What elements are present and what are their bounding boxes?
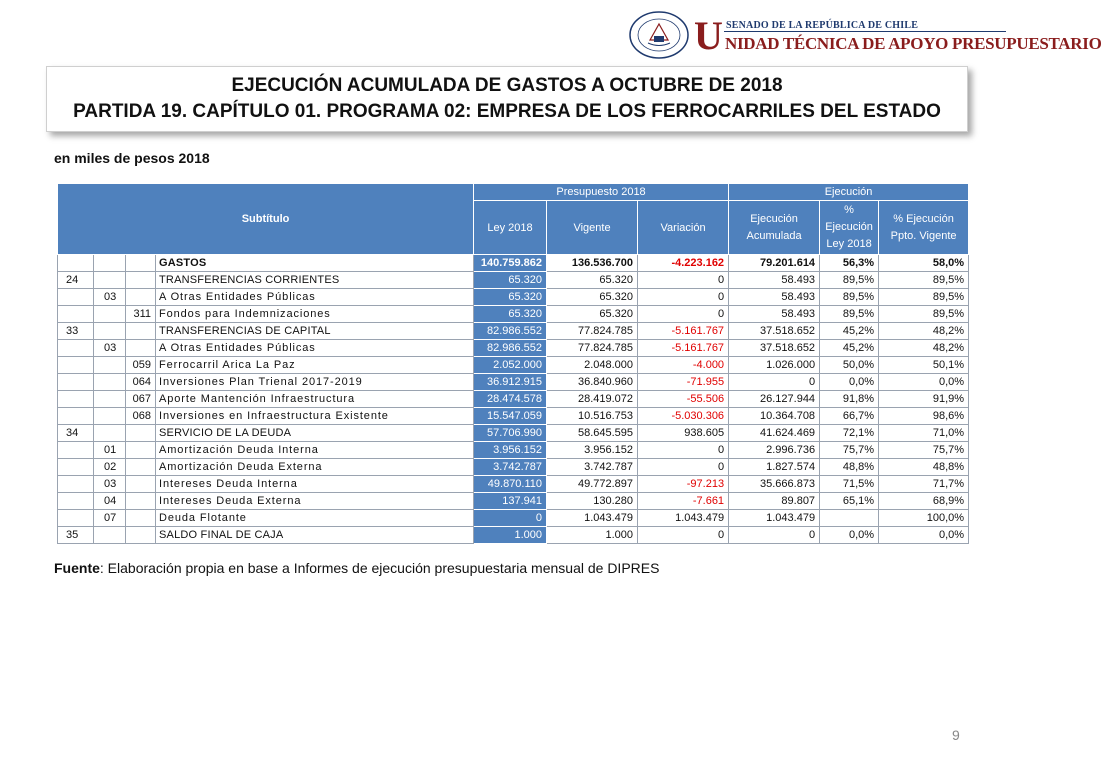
vigente-cell: 3.956.152 xyxy=(547,442,638,459)
assignment-code-cell xyxy=(126,510,156,527)
budget-table xyxy=(57,183,969,544)
pct-ley-cell: 72,1% xyxy=(820,425,879,442)
pct-vigente-cell: 48,8% xyxy=(879,459,969,476)
concept-cell: GASTOS xyxy=(156,255,474,272)
pct-vigente-cell: 75,7% xyxy=(879,442,969,459)
table-row xyxy=(58,391,969,408)
concept-cell: SALDO FINAL DE CAJA xyxy=(156,527,474,544)
ley-2018-cell: 15.547.059 xyxy=(474,408,547,425)
table-row xyxy=(58,476,969,493)
variacion-cell: 938.605 xyxy=(638,425,729,442)
subtitle-code-cell xyxy=(58,374,94,391)
header-pct-vigente: % Ejecución Ppto. Vigente xyxy=(879,201,969,255)
subtitle-code-cell xyxy=(58,357,94,374)
concept-cell: Inversiones Plan Trienal 2017-2019 xyxy=(156,374,474,391)
table-row xyxy=(58,493,969,510)
pct-vigente-cell: 71,7% xyxy=(879,476,969,493)
logo-unit-text: NIDAD TÉCNICA DE APOYO PRESUPUESTARIO xyxy=(725,34,1102,53)
pct-vigente-cell: 100,0% xyxy=(879,510,969,527)
item-code-cell xyxy=(94,425,126,442)
subtitle-code-cell: 33 xyxy=(58,323,94,340)
ley-2018-cell: 82.986.552 xyxy=(474,340,547,357)
source-note xyxy=(54,560,659,576)
logo-senate-text: SENADO DE LA REPÚBLICA DE CHILE xyxy=(726,20,919,31)
concept-cell: Aporte Mantención Infraestructura xyxy=(156,391,474,408)
pct-vigente-cell: 89,5% xyxy=(879,289,969,306)
item-code-cell: 02 xyxy=(94,459,126,476)
concept-cell: Deuda Flotante xyxy=(156,510,474,527)
table-row xyxy=(58,510,969,527)
table-row xyxy=(58,357,969,374)
variacion-cell: -4.223.162 xyxy=(638,255,729,272)
pct-ley-cell: 91,8% xyxy=(820,391,879,408)
ley-2018-cell: 0 xyxy=(474,510,547,527)
ejecucion-acumulada-cell: 79.201.614 xyxy=(729,255,820,272)
pct-vigente-cell: 58,0% xyxy=(879,255,969,272)
item-code-cell xyxy=(94,255,126,272)
variacion-cell: -97.213 xyxy=(638,476,729,493)
concept-cell: Amortización Deuda Interna xyxy=(156,442,474,459)
table-row xyxy=(58,272,969,289)
pct-vigente-cell: 71,0% xyxy=(879,425,969,442)
pct-ley-cell: 0,0% xyxy=(820,374,879,391)
pct-ley-cell: 89,5% xyxy=(820,272,879,289)
subtitle-code-cell xyxy=(58,289,94,306)
subtitle-code-cell xyxy=(58,408,94,425)
variacion-cell: 0 xyxy=(638,272,729,289)
pct-ley-cell: 71,5% xyxy=(820,476,879,493)
vigente-cell: 130.280 xyxy=(547,493,638,510)
pct-ley-cell xyxy=(820,510,879,527)
table-row xyxy=(58,323,969,340)
concept-cell: Inversiones en Infraestructura Existente xyxy=(156,408,474,425)
assignment-code-cell xyxy=(126,527,156,544)
variacion-cell: -4.000 xyxy=(638,357,729,374)
page-number: 9 xyxy=(952,727,960,743)
item-code-cell: 03 xyxy=(94,289,126,306)
pct-ley-cell: 75,7% xyxy=(820,442,879,459)
assignment-code-cell xyxy=(126,442,156,459)
table-row xyxy=(58,425,969,442)
ley-2018-cell: 3.742.787 xyxy=(474,459,547,476)
ley-2018-cell: 1.000 xyxy=(474,527,547,544)
assignment-code-cell: 064 xyxy=(126,374,156,391)
variacion-cell: 0 xyxy=(638,289,729,306)
assignment-code-cell xyxy=(126,323,156,340)
item-code-cell xyxy=(94,357,126,374)
item-code-cell: 03 xyxy=(94,340,126,357)
ejecucion-acumulada-cell: 1.026.000 xyxy=(729,357,820,374)
ley-2018-cell: 65.320 xyxy=(474,272,547,289)
concept-cell: Amortización Deuda Externa xyxy=(156,459,474,476)
concept-cell: Intereses Deuda Interna xyxy=(156,476,474,493)
title-box xyxy=(46,66,968,132)
table-row xyxy=(58,255,969,272)
vigente-cell: 65.320 xyxy=(547,272,638,289)
variacion-cell: 0 xyxy=(638,527,729,544)
pct-vigente-cell: 91,9% xyxy=(879,391,969,408)
variacion-cell: -55.506 xyxy=(638,391,729,408)
subtitle-code-cell xyxy=(58,476,94,493)
concept-cell: TRANSFERENCIAS CORRIENTES xyxy=(156,272,474,289)
source-label: Fuente xyxy=(54,560,100,576)
variacion-cell: -5.161.767 xyxy=(638,340,729,357)
pct-vigente-cell: 50,1% xyxy=(879,357,969,374)
assignment-code-cell xyxy=(126,459,156,476)
pct-ley-cell: 48,8% xyxy=(820,459,879,476)
variacion-cell: -5.030.306 xyxy=(638,408,729,425)
subtitle-code-cell xyxy=(58,340,94,357)
ley-2018-cell: 28.474.578 xyxy=(474,391,547,408)
ejecucion-acumulada-cell: 10.364.708 xyxy=(729,408,820,425)
assignment-code-cell: 068 xyxy=(126,408,156,425)
concept-cell: Ferrocarril Arica La Paz xyxy=(156,357,474,374)
vigente-cell: 65.320 xyxy=(547,306,638,323)
subtitle-code-cell: 35 xyxy=(58,527,94,544)
table-row xyxy=(58,408,969,425)
table-row xyxy=(58,527,969,544)
ejecucion-acumulada-cell: 1.043.479 xyxy=(729,510,820,527)
assignment-code-cell xyxy=(126,425,156,442)
ley-2018-cell: 49.870.110 xyxy=(474,476,547,493)
subtitle-code-cell: 34 xyxy=(58,425,94,442)
item-code-cell xyxy=(94,527,126,544)
vigente-cell: 28.419.072 xyxy=(547,391,638,408)
assignment-code-cell: 067 xyxy=(126,391,156,408)
logo-initial: U xyxy=(694,13,723,58)
ejecucion-acumulada-cell: 58.493 xyxy=(729,289,820,306)
ley-2018-cell: 140.759.862 xyxy=(474,255,547,272)
ley-2018-cell: 65.320 xyxy=(474,289,547,306)
table-row xyxy=(58,374,969,391)
variacion-cell: 0 xyxy=(638,459,729,476)
item-code-cell: 01 xyxy=(94,442,126,459)
variacion-cell: -71.955 xyxy=(638,374,729,391)
ley-2018-cell: 65.320 xyxy=(474,306,547,323)
ejecucion-acumulada-cell: 35.666.873 xyxy=(729,476,820,493)
pct-ley-cell: 0,0% xyxy=(820,527,879,544)
subtitle-code-cell: 24 xyxy=(58,272,94,289)
item-code-cell xyxy=(94,323,126,340)
ejecucion-acumulada-cell: 0 xyxy=(729,527,820,544)
pct-vigente-cell: 0,0% xyxy=(879,374,969,391)
title-line-1: EJECUCIÓN ACUMULADA DE GASTOS A OCTUBRE DE 2018 xyxy=(231,75,783,96)
assignment-code-cell xyxy=(126,255,156,272)
header-presupuesto: Presupuesto 2018 xyxy=(474,184,729,201)
ley-2018-cell: 36.912.915 xyxy=(474,374,547,391)
ejecucion-acumulada-cell: 58.493 xyxy=(729,306,820,323)
pct-ley-cell: 45,2% xyxy=(820,340,879,357)
pct-ley-cell: 45,2% xyxy=(820,323,879,340)
pct-ley-cell: 56,3% xyxy=(820,255,879,272)
subtitle-code-cell xyxy=(58,510,94,527)
pct-vigente-cell: 68,9% xyxy=(879,493,969,510)
ejecucion-acumulada-cell: 41.624.469 xyxy=(729,425,820,442)
pct-vigente-cell: 48,2% xyxy=(879,323,969,340)
title-line-2: PARTIDA 19. CAPÍTULO 01. PROGRAMA 02: EMPRESA DE LOS FERROCARRILES DEL ESTADO xyxy=(73,101,941,122)
senate-seal-icon xyxy=(628,10,690,60)
assignment-code-cell xyxy=(126,340,156,357)
header-ejecucion-group: Ejecución xyxy=(729,184,969,201)
variacion-cell: 0 xyxy=(638,442,729,459)
ley-2018-cell: 57.706.990 xyxy=(474,425,547,442)
concept-cell: A Otras Entidades Públicas xyxy=(156,340,474,357)
table-row xyxy=(58,306,969,323)
pct-ley-cell: 66,7% xyxy=(820,408,879,425)
concept-cell: Fondos para Indemnizaciones xyxy=(156,306,474,323)
vigente-cell: 65.320 xyxy=(547,289,638,306)
assignment-code-cell xyxy=(126,476,156,493)
pct-vigente-cell: 48,2% xyxy=(879,340,969,357)
vigente-cell: 77.824.785 xyxy=(547,323,638,340)
vigente-cell: 136.536.700 xyxy=(547,255,638,272)
ejecucion-acumulada-cell: 37.518.652 xyxy=(729,340,820,357)
variacion-cell: 0 xyxy=(638,306,729,323)
item-code-cell xyxy=(94,408,126,425)
ejecucion-acumulada-cell: 37.518.652 xyxy=(729,323,820,340)
ley-2018-cell: 2.052.000 xyxy=(474,357,547,374)
assignment-code-cell: 311 xyxy=(126,306,156,323)
ejecucion-acumulada-cell: 1.827.574 xyxy=(729,459,820,476)
subtitle-code-cell xyxy=(58,391,94,408)
pct-vigente-cell: 0,0% xyxy=(879,527,969,544)
header-vigente: Vigente xyxy=(547,201,638,255)
item-code-cell xyxy=(94,306,126,323)
item-code-cell xyxy=(94,374,126,391)
senate-logo xyxy=(628,10,1102,62)
table-row xyxy=(58,442,969,459)
subtitle-code-cell xyxy=(58,493,94,510)
vigente-cell: 36.840.960 xyxy=(547,374,638,391)
header-subtitulo: Subtítulo xyxy=(58,184,474,255)
table-row xyxy=(58,340,969,357)
vigente-cell: 1.000 xyxy=(547,527,638,544)
concept-cell: TRANSFERENCIAS DE CAPITAL xyxy=(156,323,474,340)
concept-cell: A Otras Entidades Públicas xyxy=(156,289,474,306)
logo-divider xyxy=(724,31,1006,32)
concept-cell: SERVICIO DE LA DEUDA xyxy=(156,425,474,442)
subtitle-code-cell xyxy=(58,442,94,459)
item-code-cell xyxy=(94,391,126,408)
pct-vigente-cell: 98,6% xyxy=(879,408,969,425)
pct-vigente-cell: 89,5% xyxy=(879,306,969,323)
ejecucion-acumulada-cell: 89.807 xyxy=(729,493,820,510)
pct-ley-cell: 89,5% xyxy=(820,306,879,323)
subtitle-code-cell xyxy=(58,459,94,476)
concept-cell: Intereses Deuda Externa xyxy=(156,493,474,510)
vigente-cell: 58.645.595 xyxy=(547,425,638,442)
variacion-cell: -7.661 xyxy=(638,493,729,510)
item-code-cell: 04 xyxy=(94,493,126,510)
header-ley: Ley 2018 xyxy=(474,201,547,255)
vigente-cell: 49.772.897 xyxy=(547,476,638,493)
vigente-cell: 1.043.479 xyxy=(547,510,638,527)
item-code-cell: 07 xyxy=(94,510,126,527)
vigente-cell: 2.048.000 xyxy=(547,357,638,374)
ley-2018-cell: 3.956.152 xyxy=(474,442,547,459)
pct-ley-cell: 89,5% xyxy=(820,289,879,306)
vigente-cell: 10.516.753 xyxy=(547,408,638,425)
header-pct-ley: % Ejecución Ley 2018 xyxy=(820,201,879,255)
header-variacion: Variación xyxy=(638,201,729,255)
ejecucion-acumulada-cell: 26.127.944 xyxy=(729,391,820,408)
variacion-cell: 1.043.479 xyxy=(638,510,729,527)
ley-2018-cell: 137.941 xyxy=(474,493,547,510)
assignment-code-cell xyxy=(126,493,156,510)
ley-2018-cell: 82.986.552 xyxy=(474,323,547,340)
assignment-code-cell xyxy=(126,289,156,306)
item-code-cell: 03 xyxy=(94,476,126,493)
item-code-cell xyxy=(94,272,126,289)
subtitle-code-cell xyxy=(58,306,94,323)
subtitle-code-cell xyxy=(58,255,94,272)
table-row xyxy=(58,459,969,476)
assignment-code-cell: 059 xyxy=(126,357,156,374)
ejecucion-acumulada-cell: 0 xyxy=(729,374,820,391)
pct-ley-cell: 65,1% xyxy=(820,493,879,510)
vigente-cell: 77.824.785 xyxy=(547,340,638,357)
header-ejecucion-acumulada: Ejecución Acumulada xyxy=(729,201,820,255)
pct-vigente-cell: 89,5% xyxy=(879,272,969,289)
assignment-code-cell xyxy=(126,272,156,289)
units-label: en miles de pesos 2018 xyxy=(54,150,210,166)
vigente-cell: 3.742.787 xyxy=(547,459,638,476)
ejecucion-acumulada-cell: 2.996.736 xyxy=(729,442,820,459)
pct-ley-cell: 50,0% xyxy=(820,357,879,374)
table-row xyxy=(58,289,969,306)
variacion-cell: -5.161.767 xyxy=(638,323,729,340)
ejecucion-acumulada-cell: 58.493 xyxy=(729,272,820,289)
source-text: : Elaboración propia en base a Informes de ejecución presupuestaria mensual de DIPRES xyxy=(99,560,660,576)
